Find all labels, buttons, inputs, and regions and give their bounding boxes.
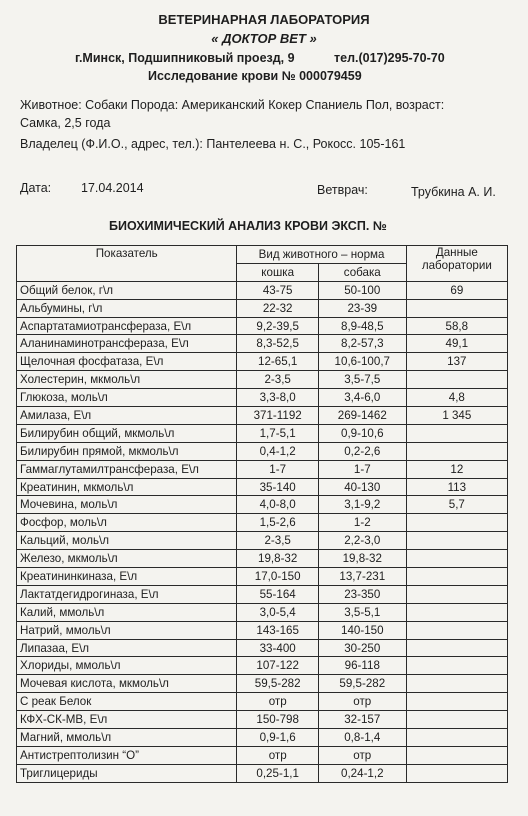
table-row	[17, 353, 508, 371]
table-row	[17, 407, 508, 425]
header-dog: собака	[318, 263, 406, 281]
vet-label: Ветврач:	[317, 183, 368, 197]
lab-value-cell	[406, 514, 507, 532]
lab-value-cell	[406, 711, 507, 729]
dog-norm-cell: 1-2	[318, 514, 406, 532]
lab-value-cell	[406, 550, 507, 568]
lab-value-cell	[406, 371, 507, 389]
indicator-cell: Глюкоза, моль\л	[17, 389, 237, 407]
table-row	[17, 496, 508, 514]
header-indicator: Показатель	[17, 246, 237, 282]
cat-norm-cell: 59,5-282	[237, 675, 318, 693]
owner-line: Владелец (Ф.И.О., адрес, тел.): Пантелеева н. С., Рокосс. 105-161	[20, 137, 406, 151]
indicator-cell: Холестерин, мкмоль\л	[17, 371, 237, 389]
analysis-title: БИОХИМИЧЕСКИЙ АНАЛИЗ КРОВИ ЭКСП. №	[109, 219, 387, 233]
indicator-cell: Общий белок, г\л	[17, 281, 237, 299]
cat-norm-cell: 0,9-1,6	[237, 729, 318, 747]
cat-norm-cell: 1,7-5,1	[237, 424, 318, 442]
lab-value-cell	[406, 729, 507, 747]
indicator-cell: Натрий, ммоль\л	[17, 621, 237, 639]
table-row	[17, 675, 508, 693]
cat-norm-cell: 4,0-8,0	[237, 496, 318, 514]
dog-norm-cell: 3,5-7,5	[318, 371, 406, 389]
lab-name: ВЕТЕРИНАРНАЯ ЛАБОРАТОРИЯ	[158, 12, 370, 27]
table-row	[17, 746, 508, 764]
indicator-cell: Мочевина, моль\л	[17, 496, 237, 514]
dog-norm-cell: 0,24-1,2	[318, 764, 406, 782]
table-row	[17, 424, 508, 442]
lab-value-cell	[406, 693, 507, 711]
dog-norm-cell: 3,5-5,1	[318, 603, 406, 621]
table-row	[17, 317, 508, 335]
dog-norm-cell: 19,8-32	[318, 550, 406, 568]
indicator-cell: КФХ-СК-МВ, Е\л	[17, 711, 237, 729]
lab-value-cell	[406, 585, 507, 603]
indicator-cell: Липазаа, Е\л	[17, 639, 237, 657]
cat-norm-cell: 9,2-39,5	[237, 317, 318, 335]
cat-norm-cell: 35-140	[237, 478, 318, 496]
cat-norm-cell: 43-75	[237, 281, 318, 299]
cat-norm-cell: 22-32	[237, 299, 318, 317]
lab-value-cell: 5,7	[406, 496, 507, 514]
lab-value-cell: 49,1	[406, 335, 507, 353]
indicator-cell: Гаммаглутамилтрансфераза, Е\л	[17, 460, 237, 478]
table-row	[17, 442, 508, 460]
dog-norm-cell: 3,1-9,2	[318, 496, 406, 514]
cat-norm-cell: 3,0-5,4	[237, 603, 318, 621]
lab-value-cell	[406, 299, 507, 317]
lab-value-cell: 137	[406, 353, 507, 371]
cat-norm-cell: 107-122	[237, 657, 318, 675]
dog-norm-cell: 40-130	[318, 478, 406, 496]
lab-value-cell	[406, 603, 507, 621]
table-row	[17, 621, 508, 639]
dog-norm-cell: 2,2-3,0	[318, 532, 406, 550]
study-number: Исследование крови № 000079459	[148, 69, 362, 83]
dog-norm-cell: 10,6-100,7	[318, 353, 406, 371]
cat-norm-cell: 17,0-150	[237, 568, 318, 586]
dog-norm-cell: 32-157	[318, 711, 406, 729]
dog-norm-cell: 0,8-1,4	[318, 729, 406, 747]
table-row	[17, 568, 508, 586]
indicator-cell: Щелочная фосфатаза, Е\л	[17, 353, 237, 371]
indicator-cell: Кальций, моль\л	[17, 532, 237, 550]
lab-value-cell: 1 345	[406, 407, 507, 425]
table-body	[17, 281, 508, 782]
lab-value-cell: 12	[406, 460, 507, 478]
dog-norm-cell: 3,4-6,0	[318, 389, 406, 407]
dog-norm-cell: отр	[318, 746, 406, 764]
lab-value-cell	[406, 568, 507, 586]
indicator-cell: Антистрептолизин “О”	[17, 746, 237, 764]
table-row	[17, 729, 508, 747]
table-row	[17, 299, 508, 317]
lab-value-cell	[406, 424, 507, 442]
table-row	[17, 550, 508, 568]
dog-norm-cell: 50-100	[318, 281, 406, 299]
lab-value-cell	[406, 657, 507, 675]
patient-line-2: Самка, 2,5 года	[20, 116, 111, 130]
dog-norm-cell: 0,2-2,6	[318, 442, 406, 460]
dog-norm-cell: 96-118	[318, 657, 406, 675]
lab-value-cell	[406, 442, 507, 460]
table-row	[17, 657, 508, 675]
cat-norm-cell: 33-400	[237, 639, 318, 657]
indicator-cell: Амилаза, Е\л	[17, 407, 237, 425]
cat-norm-cell: 0,4-1,2	[237, 442, 318, 460]
biochemistry-table	[16, 245, 508, 783]
cat-norm-cell: 2-3,5	[237, 532, 318, 550]
cat-norm-cell: 12-65,1	[237, 353, 318, 371]
date-label: Дата:	[20, 181, 52, 195]
dog-norm-cell: 59,5-282	[318, 675, 406, 693]
cat-norm-cell: 55-164	[237, 585, 318, 603]
dog-norm-cell: 269-1462	[318, 407, 406, 425]
lab-address: г.Минск, Подшипниковый проезд, 9	[75, 51, 295, 65]
table-row	[17, 371, 508, 389]
indicator-cell: Лактатдегидрогиназа, Е\л	[17, 585, 237, 603]
indicator-cell: Аспартатамиотрансфераза, Е\л	[17, 317, 237, 335]
lab-phone: тел.(017)295-70-70	[334, 51, 445, 65]
cat-norm-cell: 371-1192	[237, 407, 318, 425]
table-row	[17, 514, 508, 532]
cat-norm-cell: 1,5-2,6	[237, 514, 318, 532]
dog-norm-cell: 23-39	[318, 299, 406, 317]
dog-norm-cell: 8,2-57,3	[318, 335, 406, 353]
indicator-cell: Креатининкиназа, Е\л	[17, 568, 237, 586]
vet-value: Трубкина А. И.	[411, 185, 496, 199]
header-cat: кошка	[237, 263, 318, 281]
cat-norm-cell: 8,3-52,5	[237, 335, 318, 353]
table-row	[17, 478, 508, 496]
indicator-cell: Билирубин общий, мкмоль\л	[17, 424, 237, 442]
lab-value-cell	[406, 746, 507, 764]
table-row	[17, 389, 508, 407]
lab-value-cell: 4,8	[406, 389, 507, 407]
table-row	[17, 711, 508, 729]
lab-value-cell	[406, 764, 507, 782]
date-value: 17.04.2014	[81, 181, 144, 195]
lab-value-cell	[406, 675, 507, 693]
indicator-cell: Мочевая кислота, мкмоль\л	[17, 675, 237, 693]
table-row	[17, 764, 508, 782]
patient-line-1: Животное: Собаки Порода: Американский Кокер Спаниель Пол, возраст:	[20, 98, 445, 112]
dog-norm-cell: 0,9-10,6	[318, 424, 406, 442]
cat-norm-cell: отр	[237, 693, 318, 711]
cat-norm-cell: 0,25-1,1	[237, 764, 318, 782]
cat-norm-cell: 2-3,5	[237, 371, 318, 389]
table-row	[17, 335, 508, 353]
table-row	[17, 460, 508, 478]
lab-value-cell	[406, 532, 507, 550]
indicator-cell: Билирубин прямой, мкмоль\л	[17, 442, 237, 460]
dog-norm-cell: 30-250	[318, 639, 406, 657]
table-row	[17, 532, 508, 550]
table-row	[17, 639, 508, 657]
table-row	[17, 281, 508, 299]
header-norm: Вид животного – норма	[237, 246, 406, 264]
dog-norm-cell: 23-350	[318, 585, 406, 603]
indicator-cell: Триглицериды	[17, 764, 237, 782]
indicator-cell: С реак Белок	[17, 693, 237, 711]
lab-value-cell: 113	[406, 478, 507, 496]
dog-norm-cell: 140-150	[318, 621, 406, 639]
indicator-cell: Железо, мкмоль\л	[17, 550, 237, 568]
lab-value-cell	[406, 621, 507, 639]
cat-norm-cell: 1-7	[237, 460, 318, 478]
cat-norm-cell: 19,8-32	[237, 550, 318, 568]
lab-value-cell: 58,8	[406, 317, 507, 335]
indicator-cell: Фосфор, моль\л	[17, 514, 237, 532]
table-row	[17, 693, 508, 711]
indicator-cell: Креатинин, мкмоль\л	[17, 478, 237, 496]
dog-norm-cell: 13,7-231	[318, 568, 406, 586]
indicator-cell: Хлориды, ммоль\л	[17, 657, 237, 675]
lab-value-cell	[406, 639, 507, 657]
table-row	[17, 585, 508, 603]
lab-value-cell: 69	[406, 281, 507, 299]
dog-norm-cell: 1-7	[318, 460, 406, 478]
dog-norm-cell: отр	[318, 693, 406, 711]
table-row	[17, 603, 508, 621]
dog-norm-cell: 8,9-48,5	[318, 317, 406, 335]
indicator-cell: Магний, ммоль\л	[17, 729, 237, 747]
cat-norm-cell: 143-165	[237, 621, 318, 639]
header-lab-data: Данные лаборатории	[406, 246, 507, 282]
cat-norm-cell: 3,3-8,0	[237, 389, 318, 407]
indicator-cell: Аланинаминотрансфераза, Е\л	[17, 335, 237, 353]
indicator-cell: Калий, ммоль\л	[17, 603, 237, 621]
cat-norm-cell: отр	[237, 746, 318, 764]
lab-brand: « ДОКТОР ВЕТ »	[211, 31, 317, 46]
indicator-cell: Альбумины, г\л	[17, 299, 237, 317]
cat-norm-cell: 150-798	[237, 711, 318, 729]
